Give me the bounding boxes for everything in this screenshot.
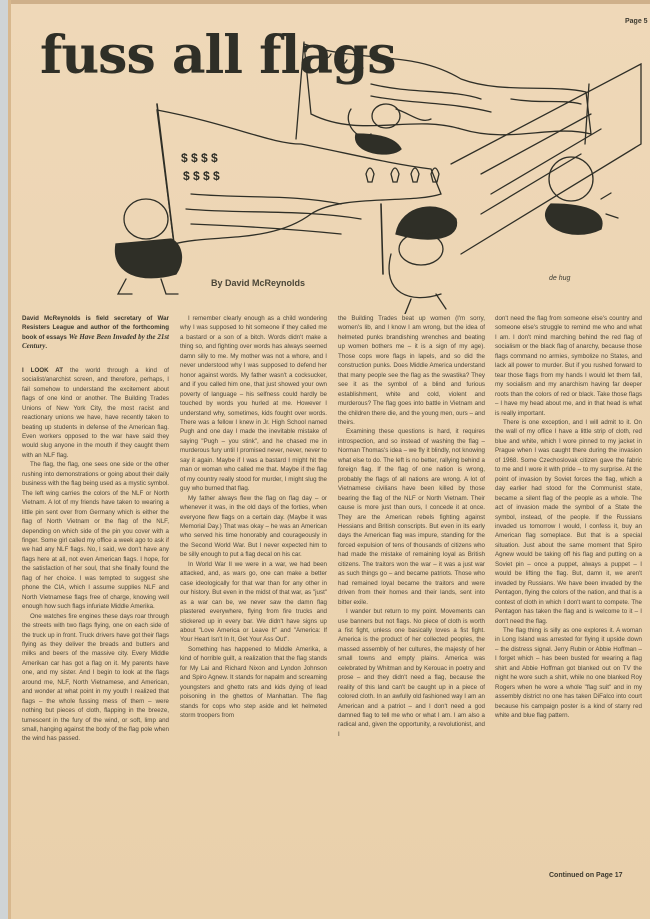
flag-cartoon-illustration [11, 4, 650, 314]
figure-left [115, 199, 181, 294]
paragraph: The flag, the flag, one sees one side or the other rushing into demonstrations or going about their daily business with the flag being used as a mystic symbol. The left wing carries the colors of the NLF or North Vietnam. A lot of my friends have taken to wearing a little pin sent over from Germany which is either the flag of North Vietnam or the flag of the NLF, depending on which side of the pin you cover with a finger. Some girl called my office a week ago to ask if we had any NLF flags. No, I said, we don't have any flags here at all, not even American flags. I hope, for the satisfaction of her soul, that she finally found the flag of her choice. I was tempted to suggest she phone the CIA, which I assume supplies NLF and North Vietnamese flags free of charge, knowing well enough how such flags infuriate Middle Amerika. [22, 461, 169, 611]
article-column-2 [180, 314, 327, 720]
scan-left-margin [0, 0, 8, 919]
svg-text:$ $ $ $: $ $ $ $ [181, 151, 218, 165]
author-bio: David McReynolds is field secretary of War Resisters League and author of the forthcoming book of essays We Have Been Invaded by the 21st Century. [22, 315, 169, 351]
paragraph: don't need the flag from someone else's country and someone else's struggle to remind me who and what I am. I don't mind marching behind the red flag of socialism or the black flag of anarchy, because those flags command no armies, symbolize no States, and lack all power to murder. But if you rushed forward to tear those flags from my hands I would let them fall, my socialism and my anarchism having far deeper roots than the colors of red or black. Take those flags – I have my head about me, and in that head is what is really important. [495, 315, 642, 417]
flag-pole-right [296, 42, 304, 139]
lead-in: I LOOK AT [22, 366, 64, 374]
figure-woman [348, 104, 431, 154]
paragraph: My father always flew the flag on flag day – or whenever it was, in the old days of the forties, when everyone flew flags on a certain day. (Maybe it was Memorial Day.) That was okay – he was an American who served his time honorably and courageously in the Second World War. But I never expected him to be silly enough to put a flag decal on his car. [180, 494, 327, 559]
paragraph: the Building Trades beat up women (I'm sorry, women's lib, and I know I am wrong, but the idea of helmeted punks brandishing wrenches and beating up women bothers me – it is a sign of my age). Those cops wore flags in lapels, and so did the construction punks. Does Middle America understand that many people see the flag as the swastika? They see it as the symbol of a blind and furious establishment, white and cold, violent and murderous? The flag goes into battle in Vietnam and the children there die, and the young men, ours – and theirs. [338, 315, 485, 426]
article-column-3 [338, 314, 485, 739]
paragraph: I LOOK AT the world through a kind of socialist/anarchist screen, and therefore, perhaps, I fail somehow to understand the excitement about flags of one kind or another. The Building Trades Unions of New York City, the most racist and reactionary unions we have, have recently taken to beating up students in defense of the American flag. Even workers opposed to the war have said they would slug anyone in the mouth if they caught them with an NLF flag. [22, 366, 169, 459]
paragraph: One watches fire engines these days roar through the streets with two flags flying, one on each side of the truck up in front. Truck drivers have got their flags flying as they deliver the breads and butters and milks and beers of the massive city. Every Middle Amerikan car has got a flag on it. My parents have one, and my sister. And I begin to look at the flags around me, NLF, North Vietnamese, and American, and wonder at what point in my youth I realized that flags – the whole fussing mess of them – were nothing but pieces of cloth, flapping in the breeze, tumescent in the fury of the wind, or soft, limp and small, hanging against the body of the flag pole when the wind has passed. [22, 612, 169, 743]
newspaper-page [11, 4, 650, 919]
artist-signature: de hug [549, 275, 571, 282]
paragraph: I wander but return to my point. Movements can use banners but not flags. No piece of cloth is worth a fist fight, unless one basically loves a fist fight. America is the product of her collected peoples, the massed assembly of her cultures, the majesty of her small towns and empty plains. America was celebrated by Whitman and by Kerouac in poetry and prose – and they didn't need a flag, because the reality of this land can't be caught up in a piece of colored cloth. In an awfully old fashioned way I am an American and a patriot – and I don't need a god damned flag to tell me who or what I am. I am also a radical and, given the opportunity, a revolutionist, and I [338, 608, 485, 738]
article-column-4 [495, 314, 642, 720]
byline: By David McReynolds [211, 278, 306, 288]
continued-on-link[interactable]: Continued on Page 17 [549, 872, 623, 879]
paragraph: I remember clearly enough as a child wondering why I was supposed to hit someone if they called me a bastard or a son of a bitch. Words didn't make a thing so, and fighting over words has always seemed damn silly to me. My mother was not a whore, and I never understood why I was supposed to defend her honor against words. My father wasn't a cocksucker, and if you called him one, that just showed your own poverty of language – his selfness could hardly be touched by words you hurled at me. However I understand why, sometimes, kids fought over words. There was a fellow I knew in Jr. High School named Pugh and one day I made the inevitable mistake of saying "Pugh – you stink", and he chased me in murderous fury until I promised never, never, never to say it again. Maybe if I was a bastard I might hit the man or woman who called me that. Maybe if the flag of my country really stood for murder, I might slug the guy who burned that flag. [180, 315, 327, 493]
page-number: Page 5 [625, 18, 648, 25]
paragraph: Something has happened to Middle Amerika, a kind of horrible guilt, a realization that the flag stands for My Lai and Richard Nixon and Lyndon Johnson and Spiro Agnew. It stands for napalm and screaming youngsters and ghetto rats and kids dying of lead poisoning in the ghettos of Manhattan. The flag stands for cops who step aside and let helmeted storm troopers from [180, 645, 327, 720]
paragraph: Examining these questions is hard, it requires introspection, and so instead of washing the flag – Norman Thomas's idea – we fly it blindly, not knowing what else to do. The left is no better, rallying behind a foreign flag. If the flag of one nation is wrong, probably the flags of all nations are wrong. A lot of Vietnamese civilians have been killed by those bearing the flag of the NLF or North Vietnam. Their cause is more just than ours, I concede it at once. They are the American rebels fighting against Hessians and British conscripts. But even in its early days the American flag was impure, standing for the forced expulsion of tens of thousands of citizens who had made the mistake of remaining loyal as British citizens. The traitors won the war – it was a just war as such things go – and became patriots. Those who had remained loyal became the traitors and were driven from their homes and their lands, sent into bitter exile. [338, 428, 485, 606]
paragraph: There is one exception, and I will admit to it. On the wall of my office I have a little strip of cloth, red blue and white, which I wore pinned to my jacket in Prague when I was caught there during the invasion of 1968. Some Czechoslovak citizen gave the fabric to me and I wore it with pride – to my surprise. At the point of invasion by Soviet forces the flag, which a day earlier had stood for the Communist state, became a silent flag of the people as a whole. The act of invasion made the symbol of a State the symbol, instead, of the people. If the Russians invaded us tomorrow I would, I confess it, buy an American flag someplace. But that is a special situation. Just about the same moment that Spiro Agnew would be taking off his flag and putting on a Soviet pin – once a puppet, always a puppet – I would be lifting the flag. But, damn it, we aren't invaded by Russians. We have been invaded by the Pentagon, flying the colors of the nation, and that is a contest of cloth in which I don't want to compete. The Pentagon has taken the flag and is welcome to it – I don't need the flag. [495, 418, 642, 625]
headline: fuss all flags [40, 25, 396, 86]
article-column-1 [22, 314, 169, 744]
paragraph: The flag thing is silly as one explores it. A woman in Long Island was arrested for flying it upside down – the distress signal. Jerry Rubin or Abbie Hoffman – I forget which – has been busted for wearing a flag shirt and Abbie Hoffman got blanked out on TV the night he wore such a shirt, while no one blanked Roy Rogers when he wore a whole "flag suit" and in my assembly district no one has taken DiFalco into court because his campaign poster is a kind of starry red white and blue flag pattern. [495, 626, 642, 720]
paragraph: In World War II we were in a war, we had been attacked, and, as wars go, one can make a better case ideologically for that war than for any other in our history. But even in the midst of that war, as "just" as a war can be, we never saw the damn flag plastered everywhere, flying from fire trucks and stickered up in every bar. We didn't have signs up about "Love America or Leave It" and "America: If Your Heart Isn't In It, Get Your Ass Out". [180, 560, 327, 644]
svg-text:$ $ $ $: $ $ $ $ [183, 169, 220, 183]
book-title: We Have Been Invaded by the 21st Century [22, 332, 169, 351]
figure-soldier [381, 204, 457, 314]
